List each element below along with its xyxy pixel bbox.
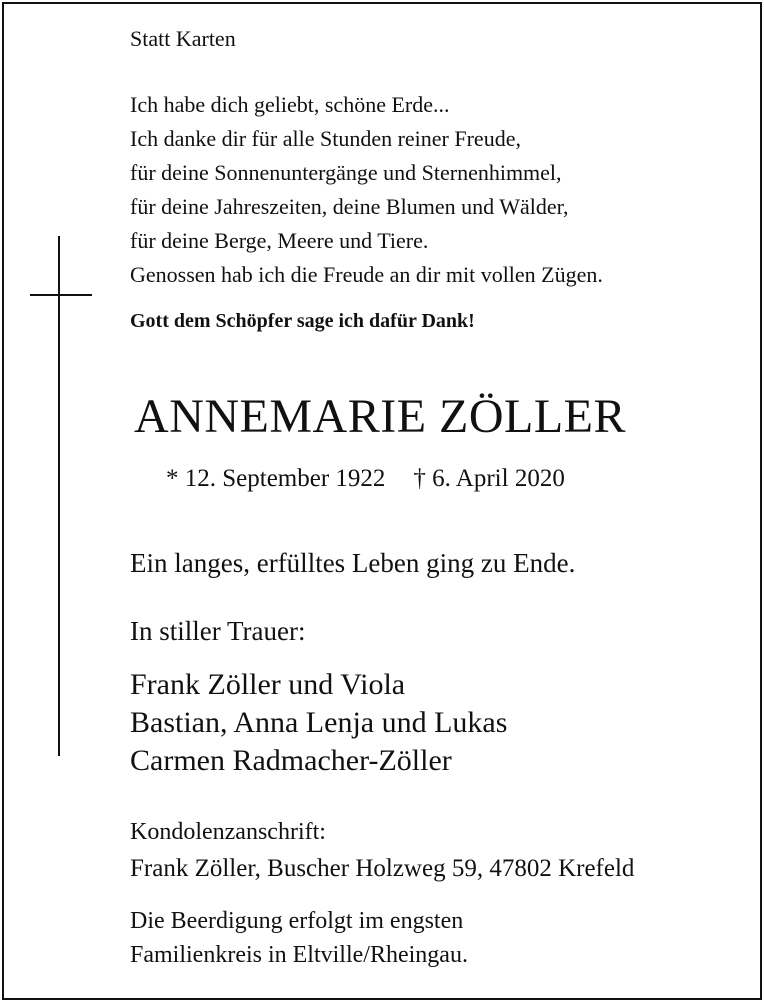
poem (130, 88, 603, 292)
thanks-line: Gott dem Schöpfer sage ich dafür Dank! (130, 310, 475, 332)
poem-line: für deine Sonnenuntergänge und Sternenhimmel, (130, 160, 562, 185)
funeral-line: Die Beerdigung erfolgt im engsten (130, 908, 464, 934)
mourner-entry: Bastian, Anna Lenja und Lukas (130, 706, 508, 739)
mourner-entry: Frank Zöller und Viola (130, 668, 406, 701)
notice-header: Statt Karten (130, 26, 236, 51)
mourners-list (130, 666, 507, 780)
condolence-label: Kondolenzanschrift: (130, 819, 326, 845)
funeral-line: Familienkreis in Eltville/Rheingau. (130, 942, 468, 968)
closing-line: Ein langes, erfülltes Leben ging zu Ende. (130, 548, 576, 578)
poem-line: Ich habe dich geliebt, schöne Erde... (130, 92, 450, 117)
cross-vertical-bar (58, 236, 60, 756)
poem-line: Genossen hab ich die Freude an dir mit vollen Zügen. (130, 262, 603, 287)
life-dates (166, 466, 565, 491)
cross-horizontal-bar (30, 294, 92, 296)
funeral-info (130, 904, 468, 972)
birth-date: * 12. September 1922 (166, 465, 386, 492)
mourner-entry: Carmen Radmacher-Zöller (130, 744, 452, 777)
condolence-address: Frank Zöller, Buscher Holzweg 59, 47802 Krefeld (130, 855, 635, 882)
poem-line: für deine Berge, Meere und Tiere. (130, 228, 429, 253)
poem-line: Ich danke dir für alle Stunden reiner Freude, (130, 126, 521, 151)
deceased-name: ANNEMARIE ZÖLLER (134, 390, 626, 443)
death-date: † 6. April 2020 (413, 465, 565, 492)
mourning-label: In stiller Trauer: (130, 616, 306, 646)
poem-line: für deine Jahreszeiten, deine Blumen und Wälder, (130, 194, 569, 219)
